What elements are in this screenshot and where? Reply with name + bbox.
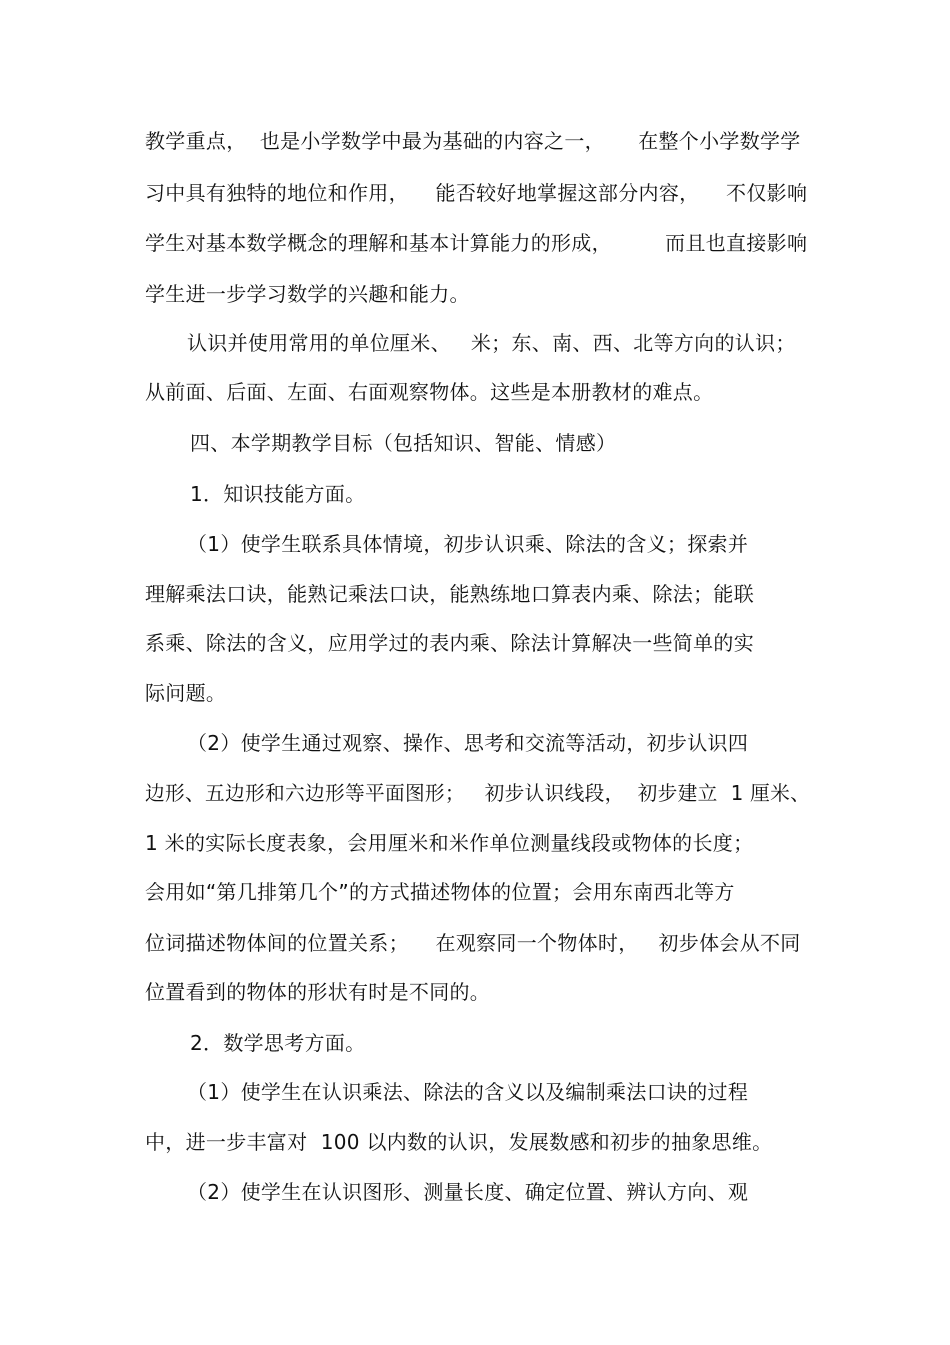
text-line: 理解乘法口诀，能熟记乘法口诀，能熟练地口算表内乘、除法；能联 bbox=[145, 582, 754, 606]
subsection-heading: 1．知识技能方面。 bbox=[190, 482, 366, 506]
text-line: （2）使学生通过观察、操作、思考和交流等活动，初步认识四 bbox=[187, 731, 749, 755]
text-line: 学生进一步学习数学的兴趣和能力。 bbox=[145, 282, 470, 306]
text-line: （1）使学生在认识乘法、除法的含义以及编制乘法口诀的过程 bbox=[187, 1080, 749, 1104]
text-line: 习中具有独特的地位和作用， 能否较好地掌握这部分内容， 不仅影响 bbox=[145, 181, 808, 205]
text-line: 边形、五边形和六边形等平面图形； 初步认识线段， 初步建立 1 厘米、 bbox=[145, 781, 811, 805]
text-line: （2）使学生在认识图形、测量长度、确定位置、辨认方向、观 bbox=[187, 1180, 749, 1204]
section-heading: 四、本学期教学目标（包括知识、智能、情感） bbox=[190, 431, 617, 455]
text-line: 从前面、后面、左面、右面观察物体。这些是本册教材的难点。 bbox=[145, 380, 714, 404]
text-line: 会用如“第几排第几个”的方式描述物体的位置；会用东南西北等方 bbox=[145, 880, 735, 904]
text-line: 教学重点， 也是小学数学中最为基础的内容之一， 在整个小学数学学 bbox=[145, 129, 801, 153]
text-line: 位词描述物体间的位置关系； 在观察同一个物体时， 初步体会从不同 bbox=[145, 931, 801, 955]
text-line: 学生对基本数学概念的理解和基本计算能力的形成， 而且也直接影响 bbox=[145, 231, 808, 255]
text-line: 中，进一步丰富对 100 以内数的认识，发展数感和初步的抽象思维。 bbox=[145, 1130, 773, 1154]
subsection-heading: 2．数学思考方面。 bbox=[190, 1031, 366, 1055]
text-line: （1）使学生联系具体情境，初步认识乘、除法的含义；探索并 bbox=[187, 532, 749, 556]
text-line: 位置看到的物体的形状有时是不同的。 bbox=[145, 980, 491, 1004]
text-line: 系乘、除法的含义，应用学过的表内乘、除法计算解决一些简单的实 bbox=[145, 631, 754, 655]
text-line: 际问题。 bbox=[145, 681, 227, 705]
text-line: 认识并使用常用的单位厘米、 米；东、南、西、北等方向的认识； bbox=[187, 331, 796, 355]
text-line: 1 米的实际长度表象，会用厘米和米作单位测量线段或物体的长度； bbox=[145, 831, 754, 855]
